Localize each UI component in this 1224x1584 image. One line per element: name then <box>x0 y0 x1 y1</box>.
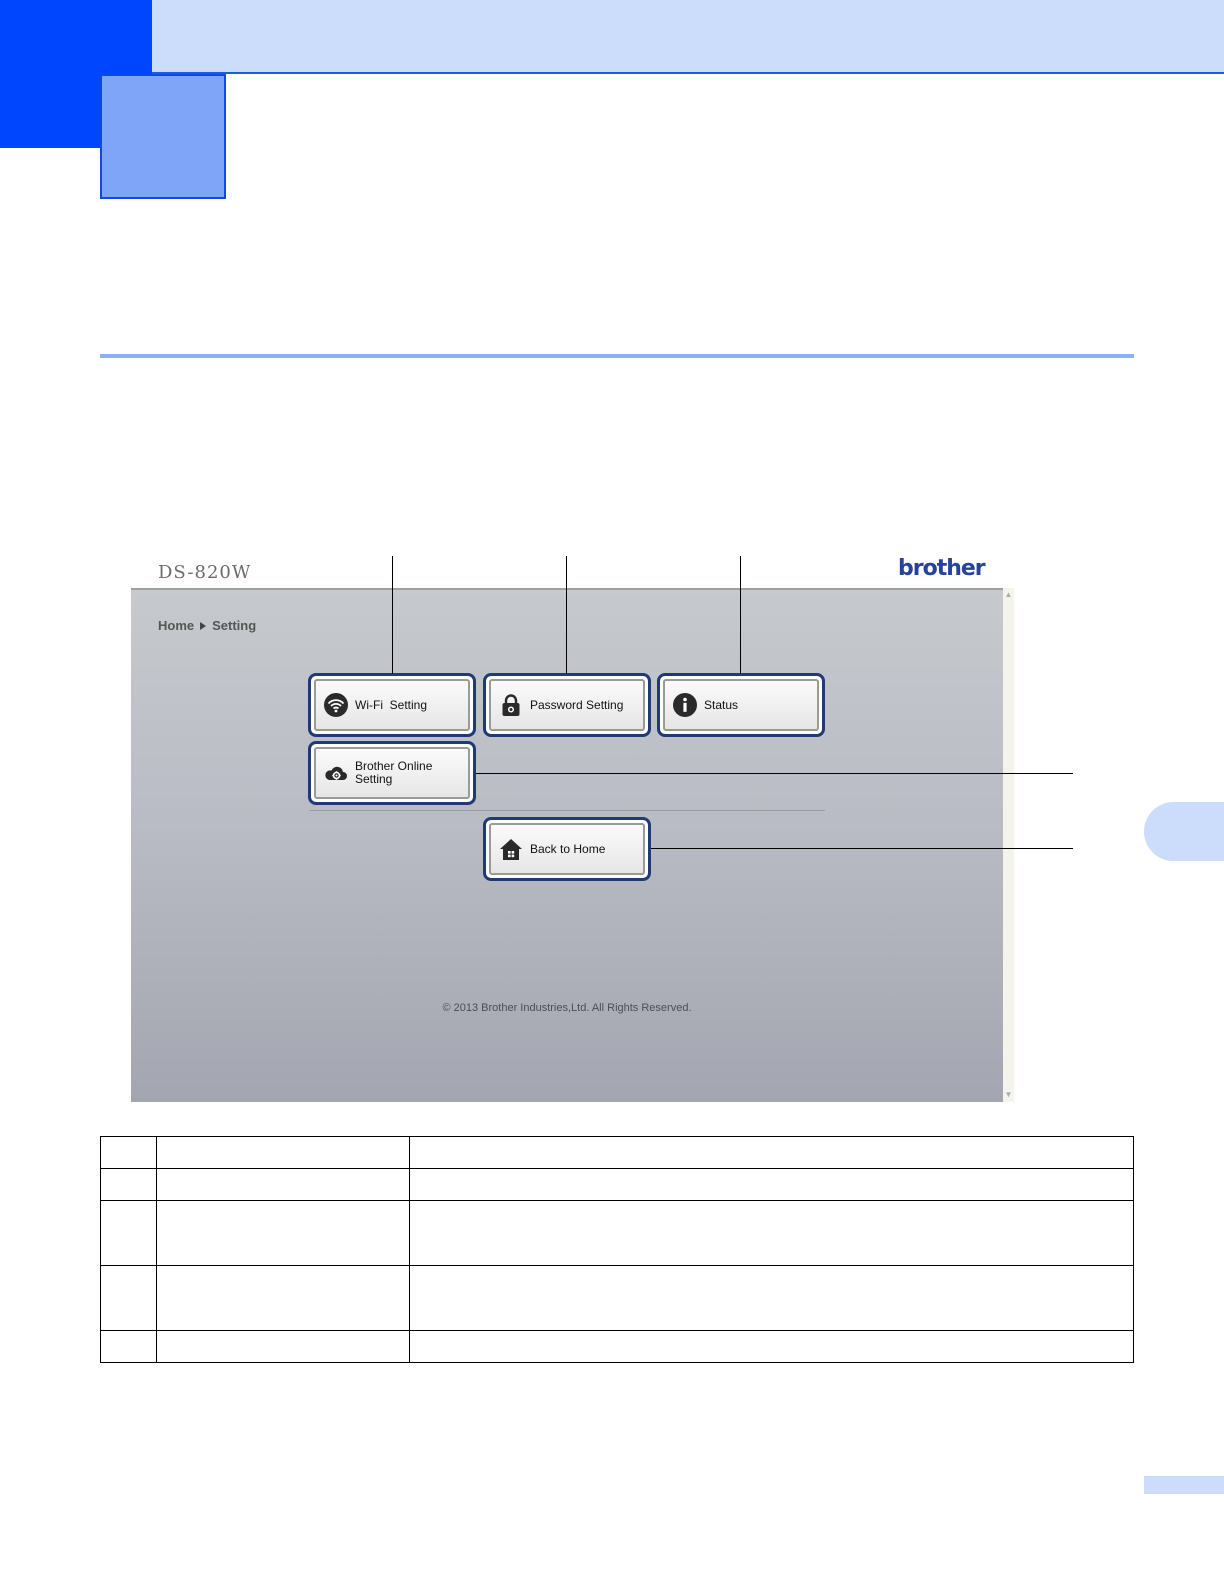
table-cell <box>410 1331 1134 1363</box>
table-cell <box>157 1169 410 1201</box>
copyright-text: © 2013 Brother Industries,Ltd. All Rights Reserved. <box>442 1002 692 1014</box>
wifi-setting-button[interactable] <box>308 673 476 737</box>
callout-line-wifi <box>392 556 393 674</box>
cloud-gear-icon <box>324 761 348 785</box>
callout-line-brother-online <box>476 773 1073 774</box>
callout-line-password <box>566 556 567 674</box>
description-table <box>100 1136 1134 1363</box>
wifi-icon <box>324 693 348 717</box>
table-cell <box>157 1331 410 1363</box>
info-icon <box>673 693 697 717</box>
table-cell <box>101 1201 157 1266</box>
breadcrumb-arrow-icon <box>200 622 206 630</box>
table-cell <box>410 1266 1134 1331</box>
back-to-home-button[interactable] <box>483 817 651 881</box>
callout-line-back-home <box>651 848 1073 849</box>
table-cell <box>101 1137 157 1169</box>
table-cell <box>157 1201 410 1266</box>
brother-online-setting-label <box>355 760 432 786</box>
table-cell <box>410 1169 1134 1201</box>
model-name: DS-820W <box>158 562 252 583</box>
brother-logo: brother <box>898 556 985 581</box>
table-cell <box>157 1137 410 1169</box>
back-to-home-label: Back to Home <box>530 841 606 856</box>
breadcrumb <box>158 618 256 633</box>
lock-icon <box>499 693 523 717</box>
wifi-setting-label: Wi-Fi Setting <box>355 697 428 712</box>
scrollbar[interactable] <box>1003 588 1014 1102</box>
breadcrumb-home[interactable]: Home <box>158 618 195 633</box>
table-row <box>101 1201 1134 1266</box>
table-row <box>101 1137 1134 1169</box>
section-rule <box>100 354 1134 358</box>
brother-online-label-line1: Brother Online <box>355 759 433 773</box>
callout-line-status <box>740 556 741 674</box>
table-row <box>101 1169 1134 1201</box>
status-label: Status <box>704 697 739 712</box>
table-cell <box>410 1137 1134 1169</box>
table-cell <box>101 1266 157 1331</box>
chapter-side-tab <box>1144 802 1224 861</box>
password-setting-button[interactable] <box>483 673 651 737</box>
table-cell <box>101 1331 157 1363</box>
scroll-down-arrow-icon[interactable]: ▼ <box>1004 1090 1013 1099</box>
chapter-number-box <box>100 74 226 199</box>
home-icon <box>499 837 523 861</box>
table-cell <box>410 1201 1134 1266</box>
ui-divider <box>309 810 825 811</box>
header-band <box>0 0 1224 74</box>
table-cell <box>157 1266 410 1331</box>
password-setting-label: Password Setting <box>530 697 624 712</box>
brother-online-label-line2: Setting <box>355 772 393 786</box>
breadcrumb-current: Setting <box>212 618 257 633</box>
brother-online-setting-button[interactable] <box>308 741 476 805</box>
status-button[interactable] <box>657 673 825 737</box>
table-cell <box>101 1169 157 1201</box>
scroll-up-arrow-icon[interactable]: ▲ <box>1004 590 1013 599</box>
table-row <box>101 1266 1134 1331</box>
table-row <box>101 1331 1134 1363</box>
page-number-tab <box>1144 1476 1224 1494</box>
